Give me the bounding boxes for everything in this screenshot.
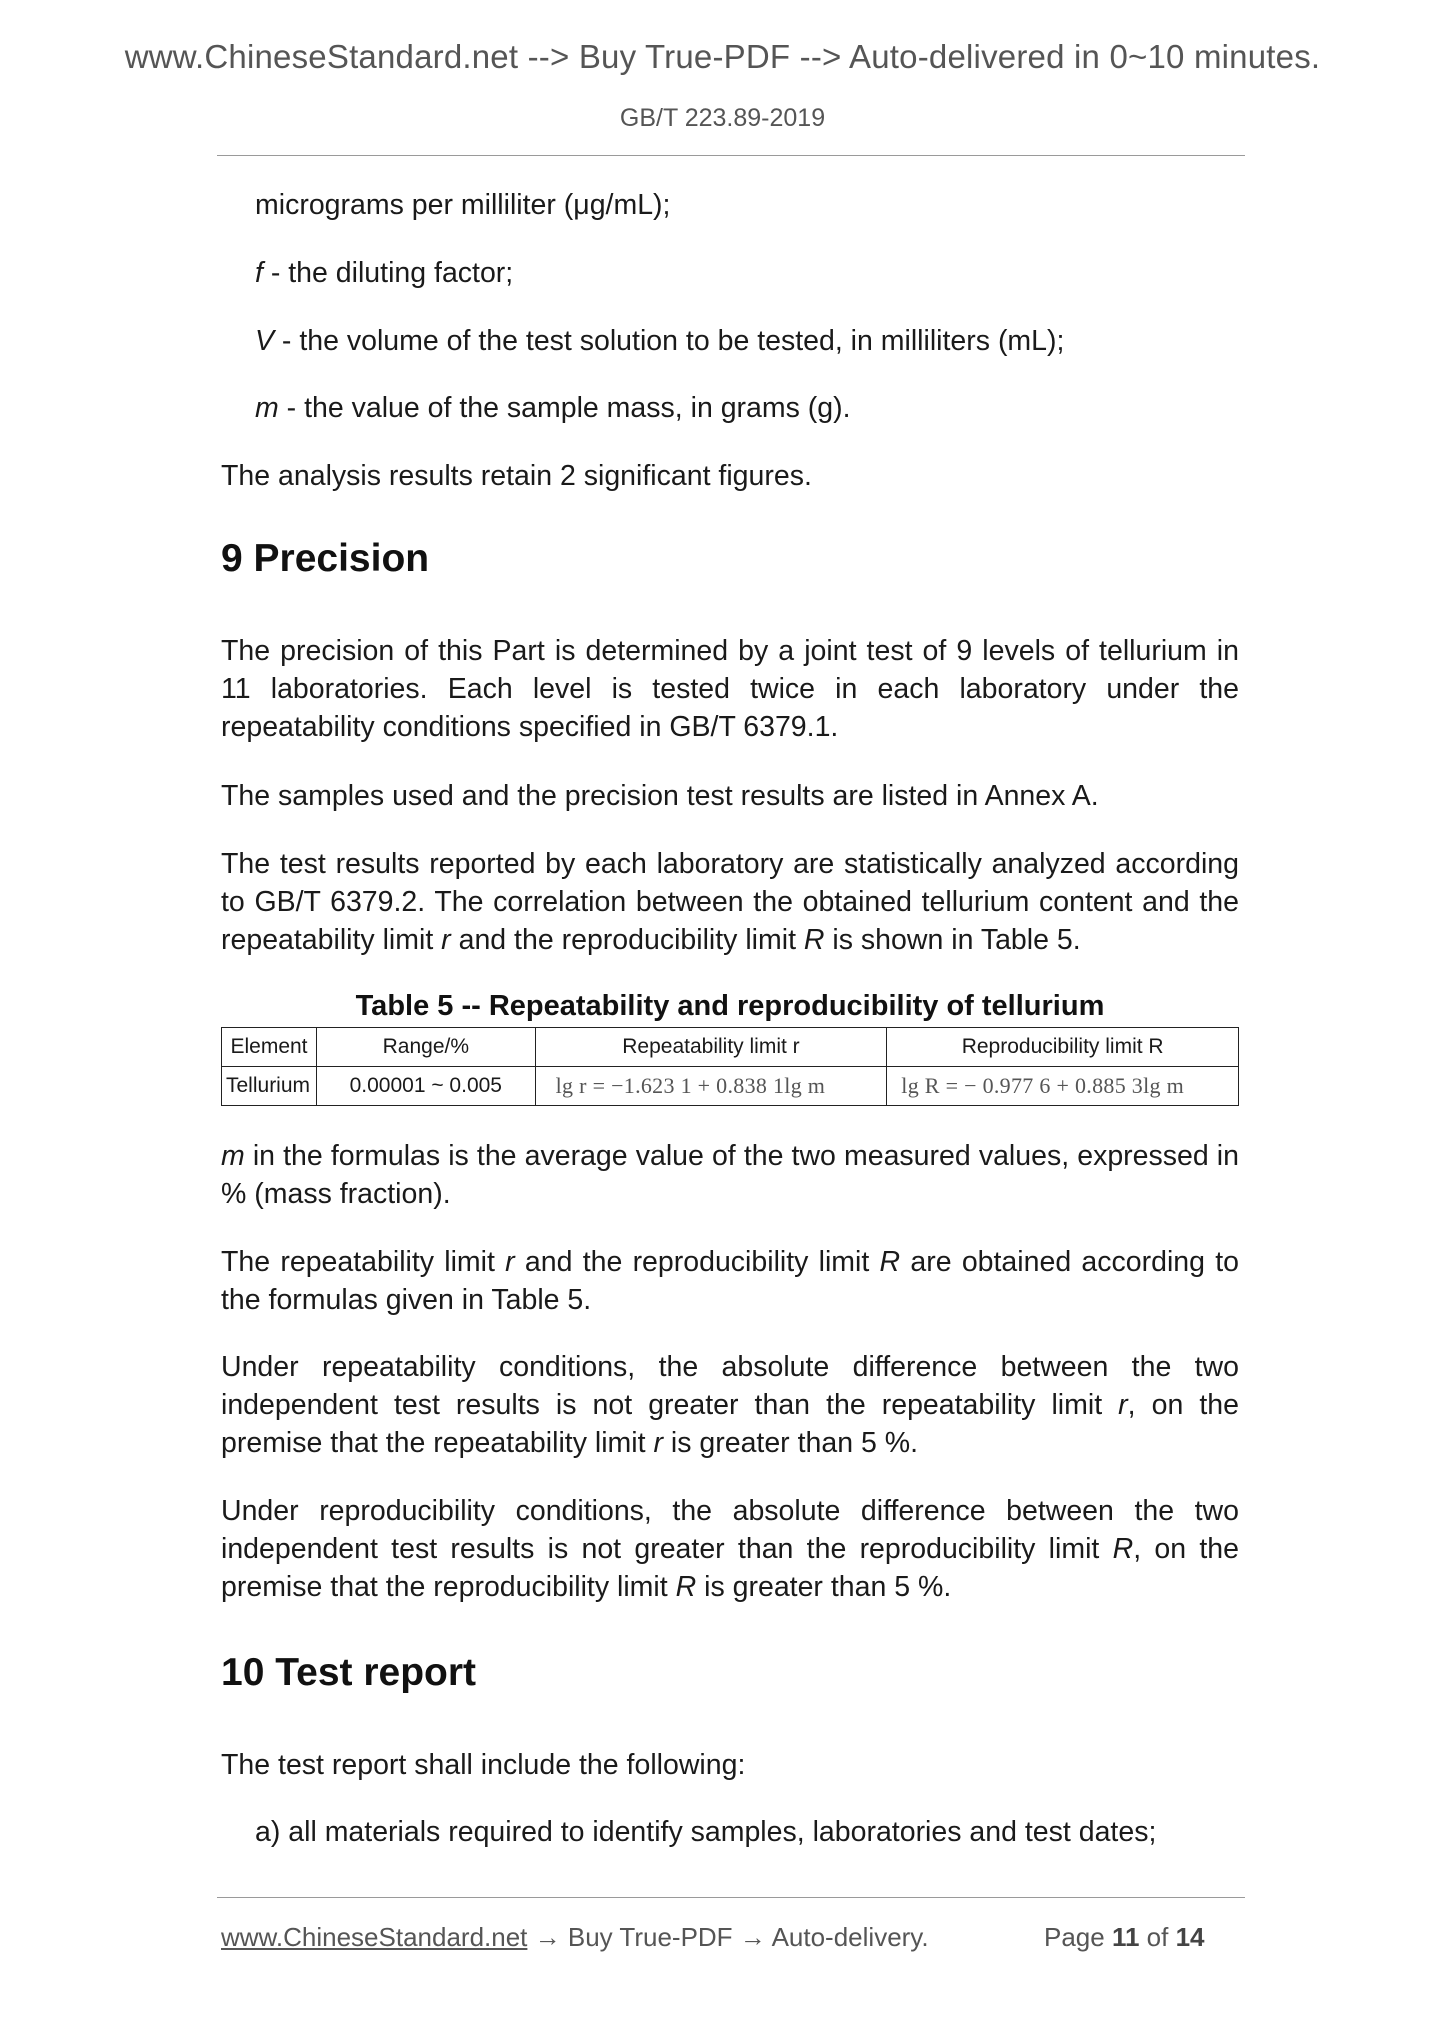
symbol-R: R [1112, 1533, 1134, 1565]
table-5-caption: Table 5 -- Repeatability and reproducibility of tellurium [355, 990, 1105, 1022]
symbol-r: r [653, 1427, 663, 1459]
reproducibility-text-2: , on the premise that the reproducibility limit [221, 1533, 1239, 1603]
page-indicator [1044, 1922, 1205, 1953]
section-10-heading: 10 Test report [221, 1651, 477, 1694]
cell-reproducibility-formula: lg R = − 0.977 6 + 0.885 3lg m [887, 1067, 1239, 1106]
site-link[interactable]: www.ChineseStandard.net [221, 1922, 528, 1952]
m-note-paragraph [221, 1137, 1239, 1213]
header-element: Element [222, 1028, 317, 1067]
page-word: Page [1044, 1922, 1112, 1952]
statistics-paragraph [221, 845, 1239, 959]
report-item-a: a) all materials required to identify samples, laboratories and test dates; [255, 1816, 1157, 1848]
symbol-m: m [255, 392, 279, 424]
definition-V-text: - the volume of the test solution to be tested, in milliliters (mL); [274, 325, 1065, 357]
samples-paragraph: The samples used and the precision test results are listed in Annex A. [221, 780, 1099, 812]
symbol-R: R [675, 1571, 697, 1603]
statistics-text-3: is shown in Table 5. [824, 924, 1081, 956]
definition-f-text: - the diluting factor; [262, 257, 514, 289]
page-number: 11 [1111, 1922, 1140, 1952]
header-range: Range/% [316, 1028, 535, 1067]
cell-element: Tellurium [222, 1067, 317, 1106]
header-divider [217, 155, 1245, 156]
top-banner: www.ChineseStandard.net --> Buy True-PDF --> Auto-delivered in 0~10 minutes. [124, 38, 1321, 75]
limits-text-3: are obtained according to the formulas given in Table 5. [221, 1246, 1239, 1316]
repeatability-paragraph [221, 1348, 1239, 1462]
definition-m [255, 389, 1239, 427]
units-line: micrograms per milliliter (μg/mL); [255, 189, 671, 221]
table-row [222, 1067, 1239, 1106]
reproducibility-paragraph [221, 1492, 1239, 1606]
footer-divider [217, 1897, 1245, 1898]
limits-text-2: and the reproducibility limit [514, 1246, 880, 1278]
symbol-m-note: m [221, 1140, 245, 1172]
m-note-text: in the formulas is the average value of the two measured values, expressed in % (mass fraction). [221, 1140, 1239, 1210]
repeatability-text-3: is greater than 5 %. [662, 1427, 919, 1459]
repeatability-text-2: , on the premise that the repeatability limit [221, 1389, 1240, 1459]
definition-V [255, 322, 1239, 360]
table-5 [221, 1027, 1239, 1106]
symbol-f: f [255, 257, 263, 289]
statistics-text-1: The test results reported by each laboratory are statistically analyzed according to GB/T 6379.2. The correlation between the obtained tellurium content and the repeatability limit [221, 848, 1239, 956]
symbol-R: R [803, 924, 825, 956]
table-header-row [222, 1028, 1239, 1067]
symbol-r: r [505, 1246, 515, 1278]
reproducibility-text-1: Under reproducibility conditions, the absolute difference between the two independent test results is not greater than the reproducibility limit [221, 1495, 1239, 1565]
footer-tagline: → Buy True-PDF → Auto-delivery. [527, 1922, 929, 1952]
limits-text-1: The repeatability limit [221, 1246, 506, 1278]
section-9-heading: 9 Precision [221, 537, 430, 580]
header-reproducibility: Reproducibility limit R [887, 1028, 1239, 1067]
symbol-r: r [1118, 1389, 1128, 1421]
total-pages: 14 [1175, 1922, 1205, 1952]
reproducibility-text-3: is greater than 5 %. [696, 1571, 952, 1603]
report-intro: The test report shall include the following: [221, 1749, 746, 1781]
definition-m-text: - the value of the sample mass, in grams (g). [278, 392, 851, 424]
statistics-text-2: and the reproducibility limit [450, 924, 804, 956]
symbol-r: r [441, 924, 451, 956]
cell-repeatability-formula: lg r = −1.623 1 + 0.838 1lg m [535, 1067, 887, 1106]
standard-code: GB/T 223.89-2019 [619, 104, 826, 132]
header-repeatability: Repeatability limit r [535, 1028, 887, 1067]
definition-f [255, 254, 1239, 292]
symbol-V: V [255, 325, 275, 357]
repeatability-text-1: Under repeatability conditions, the absolute difference between the two independent test results is not greater than the repeatability limit [221, 1351, 1239, 1421]
precision-paragraph: The precision of this Part is determined by a joint test of 9 levels of tellurium in 11 laboratories. Each level is tested twice in each laboratory under the repeatability conditions specified in GB/T 6379.1. [221, 635, 1239, 743]
results-note: The analysis results retain 2 significant figures. [221, 460, 812, 492]
limits-paragraph [221, 1243, 1239, 1319]
cell-range: 0.00001 ~ 0.005 [316, 1067, 535, 1106]
symbol-R: R [879, 1246, 901, 1278]
footer-left [221, 1922, 929, 1953]
of-word: of [1139, 1922, 1176, 1952]
